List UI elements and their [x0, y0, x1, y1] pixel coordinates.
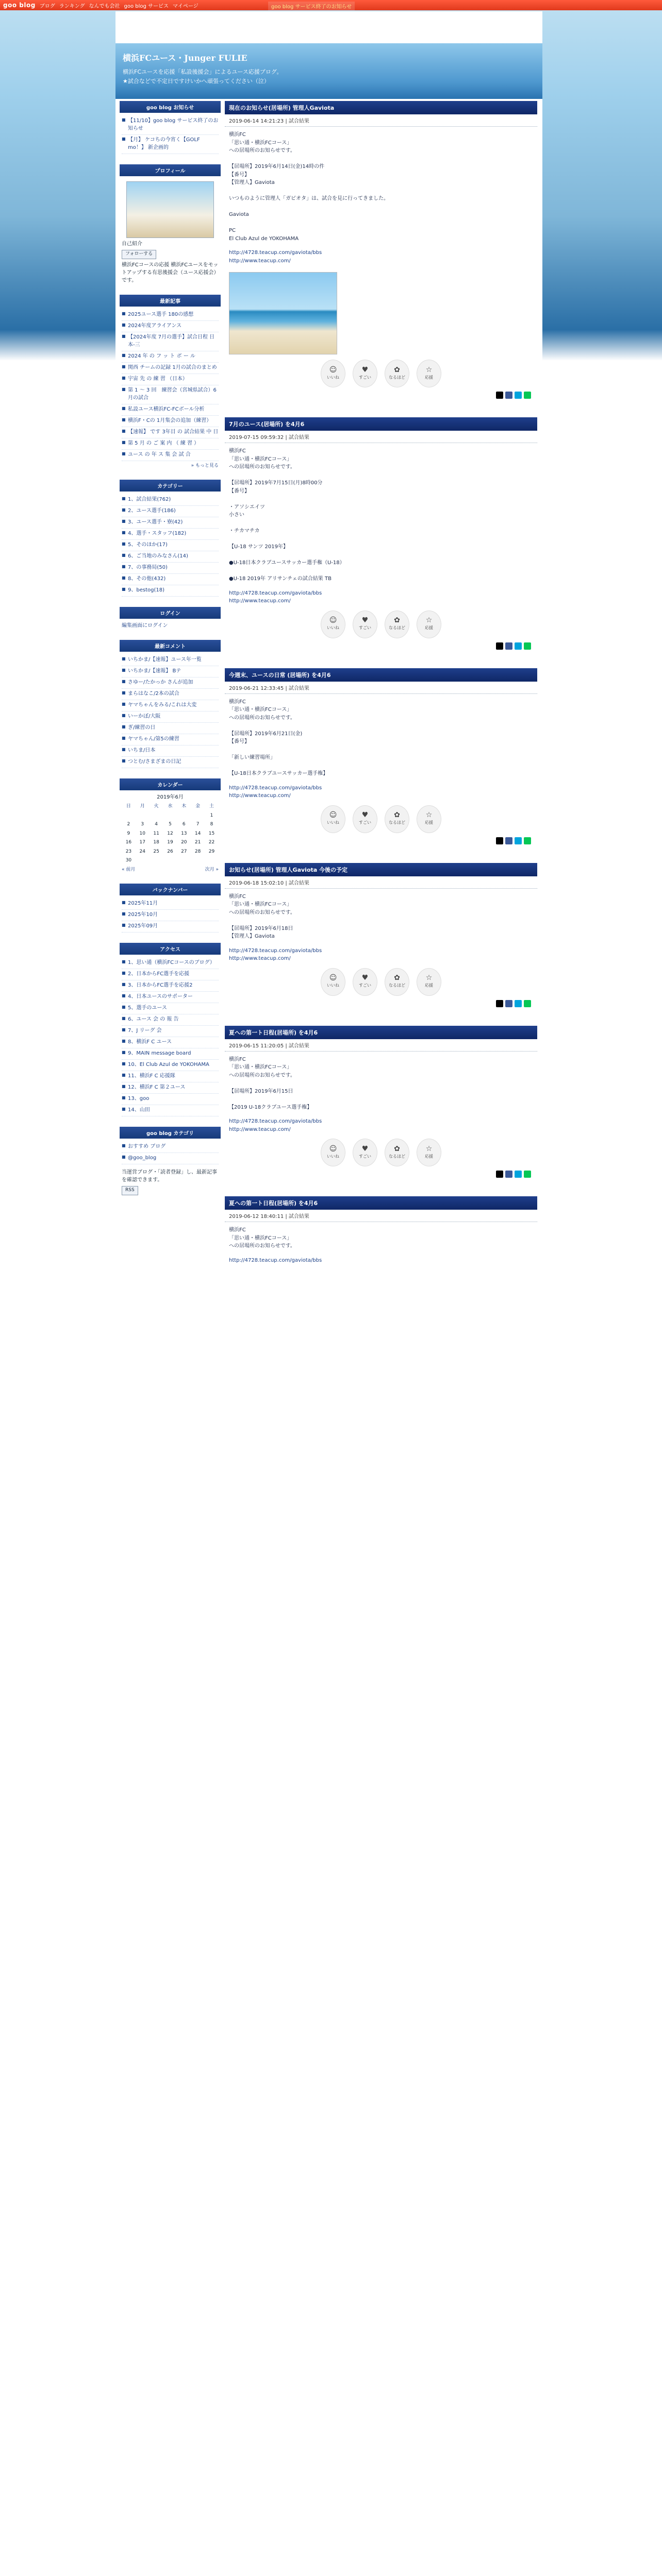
- calendar-day[interactable]: 2: [127, 822, 130, 827]
- calendar-table: [122, 802, 219, 866]
- ranking-item[interactable]: ■ 13、goo: [122, 1094, 219, 1105]
- category-item[interactable]: ■ 5、そのほか(17): [122, 540, 219, 551]
- flower-icon: ✿: [394, 811, 400, 820]
- comment-item[interactable]: ■ さゆー/たかっか さんが追加: [122, 677, 219, 689]
- ranking-item[interactable]: ■ 14、山田: [122, 1105, 219, 1116]
- calendar-day[interactable]: [205, 856, 219, 866]
- entry-date: 2019-06-12 18:40:11 | 試合結果: [225, 1210, 537, 1222]
- heart-icon: ♥: [361, 974, 369, 982]
- ranking-item[interactable]: ■ 12、横浜F C 第２ユース: [122, 1082, 219, 1094]
- goo-logo[interactable]: goo blog: [3, 2, 36, 9]
- follow-button[interactable]: フォローする: [122, 250, 156, 259]
- comment-item[interactable]: ■ いーかぼ/大阪: [122, 711, 219, 723]
- entry-title[interactable]: 夏への第一ト日程(居場所) を4月6: [225, 1196, 537, 1210]
- blog-header: [115, 43, 542, 99]
- calendar-weekday: 土: [209, 804, 214, 809]
- calendar-day[interactable]: [150, 811, 163, 821]
- category-item[interactable]: ■ 3、ユース選手・寮(42): [122, 517, 219, 529]
- login-box: [120, 607, 221, 633]
- share-buttons: [229, 1171, 531, 1178]
- smile-icon: ☺: [329, 1144, 337, 1153]
- calendar-day[interactable]: 21: [194, 840, 201, 845]
- calendar-day[interactable]: 9: [127, 831, 130, 836]
- calendar-prev[interactable]: « 前月: [122, 867, 136, 872]
- facebook-share-icon[interactable]: [505, 837, 512, 844]
- calendar-day[interactable]: 11: [153, 831, 159, 836]
- hatena-share-icon[interactable]: [515, 392, 522, 399]
- calendar-day[interactable]: [177, 856, 191, 866]
- blog-entry: [225, 1026, 537, 1178]
- calendar-weekday: 木: [181, 804, 187, 809]
- star-icon: ☆: [425, 811, 433, 820]
- calendar-day[interactable]: 19: [167, 840, 173, 845]
- facebook-share-icon[interactable]: [505, 1171, 512, 1178]
- reaction-button[interactable]: ♥ すごい: [353, 360, 377, 387]
- calendar-day[interactable]: [191, 811, 205, 821]
- entry-date: 2019-06-21 12:33:45 | 試合結果: [225, 682, 537, 694]
- recent-item[interactable]: ■ ユース の 年 ス 集 会 試 合: [122, 450, 219, 461]
- heart-icon: ♥: [361, 365, 369, 374]
- ranking-item[interactable]: ■ 8、横浜F C ユース: [122, 1037, 219, 1048]
- x-share-icon[interactable]: [496, 837, 503, 844]
- calendar-day[interactable]: [191, 856, 205, 866]
- comment-item[interactable]: ■ ぎ/練習の日: [122, 723, 219, 734]
- entry-body-text: 横浜FC 「思い通・横浜FCコース」 への居場所のお知らせです。 【居場所】2019年6月15日 【2019 U-18クラブユース選手権】: [229, 1056, 312, 1110]
- comment-item[interactable]: ■ いちかま/【速報】 Bテ: [122, 666, 219, 677]
- archive-item[interactable]: ■ 2025年10月: [122, 910, 219, 921]
- reaction-button[interactable]: ☺ いいね: [321, 360, 345, 387]
- heart-icon: ♥: [361, 811, 369, 820]
- recent-item[interactable]: ■ 宇宙 先 の 練 習 （日本）: [122, 374, 219, 385]
- ranking-item[interactable]: ■ 3、日本からFC選手を応援2: [122, 980, 219, 992]
- reaction-button[interactable]: ☆ 応援: [417, 360, 441, 387]
- sidebar-footer-text: 当運営ブログ・「読者登録」し、最新記事を確認できます。: [122, 1170, 217, 1183]
- calendar-day[interactable]: 27: [181, 849, 187, 854]
- service-end-notice[interactable]: goo blog サービス終了のお知らせ: [268, 2, 355, 10]
- ranking-box: [120, 943, 221, 1120]
- flower-icon: ✿: [394, 365, 400, 374]
- calendar-day[interactable]: [150, 856, 163, 866]
- ranking-item[interactable]: ■ 6、ユース 会 の 報 告: [122, 1014, 219, 1026]
- entry-body-text: 横浜FC 「思い通・横浜FCコース」 への居場所のお知らせです。 【居場所】2019年6月14日(金)14時の件 【番号】 【管理人】Gaviota いつものように管理人「ガビオタ」は、試合を見に行ってきました。 Gaviota PC El Club Azul de YOKOHAMA: [229, 132, 389, 242]
- facebook-share-icon[interactable]: [505, 642, 512, 650]
- calendar-day[interactable]: 13: [181, 831, 187, 836]
- entry-body-text: 横浜FC 「思い通・横浜FCコース」 への居場所のお知らせです。 【居場所】2019年7月15日(月)8時00分 【番号】 ・アソシエイツ 小さい ・チカマチカ 【U-18 サンツ 2019年】 ●U-18日本クラブユースサッカー選手権（U-18） ●U-18 2019年 アリサンチェの試合結果 TB: [229, 448, 345, 582]
- calendar-day[interactable]: 15: [208, 831, 215, 836]
- reaction-button[interactable]: ♥ すごい: [353, 611, 377, 638]
- calendar-day[interactable]: 30: [125, 858, 132, 863]
- blogtools-item[interactable]: ■ @goo_blog: [122, 1153, 219, 1164]
- reaction-buttons: [229, 1139, 533, 1166]
- category-item[interactable]: ■ 2、ユース選手(186): [122, 506, 219, 517]
- entry-link[interactable]: http://4728.teacup.com/gaviota/bbs: [229, 250, 322, 256]
- reaction-button[interactable]: ♥ すごい: [353, 968, 377, 996]
- ranking-box-title: アクセス: [120, 943, 221, 955]
- heart-icon: ♥: [361, 1144, 369, 1153]
- profile-name-label: 自己紹介: [122, 241, 142, 247]
- calendar-day[interactable]: 17: [139, 840, 145, 845]
- recent-item[interactable]: ■ 2024年度アライアンス: [122, 321, 219, 332]
- star-icon: ☆: [425, 1144, 433, 1153]
- calendar-weekday: 水: [168, 804, 173, 809]
- star-icon: ☆: [425, 365, 433, 374]
- calendar-day[interactable]: 29: [208, 849, 215, 854]
- reaction-button[interactable]: ♥ すごい: [353, 1139, 377, 1166]
- blog-title[interactable]: 横浜FCユース・Junger FULIE: [123, 53, 247, 63]
- entry-date: 2019-06-18 15:02:10 | 試合結果: [225, 876, 537, 889]
- line-share-icon[interactable]: [524, 392, 531, 399]
- archive-box: [120, 884, 221, 936]
- calendar-next[interactable]: 次月 »: [205, 867, 219, 872]
- calendar-day[interactable]: 7: [196, 822, 200, 827]
- topbar-link-service[interactable]: goo blog サービス: [124, 3, 169, 9]
- category-item[interactable]: ■ 1、試合結果(762): [122, 495, 219, 506]
- calendar-day[interactable]: 10: [139, 831, 145, 836]
- calendar-day[interactable]: 14: [194, 831, 201, 836]
- calendar-day[interactable]: 20: [181, 840, 187, 845]
- topbar-link-blog[interactable]: ブログ: [39, 3, 55, 9]
- reaction-button[interactable]: ☺ いいね: [321, 805, 345, 833]
- x-share-icon[interactable]: [496, 392, 503, 399]
- reaction-button[interactable]: ☺ いいね: [321, 1139, 345, 1166]
- hatena-share-icon[interactable]: [515, 837, 522, 844]
- share-buttons: [229, 392, 531, 399]
- facebook-share-icon[interactable]: [505, 1000, 512, 1007]
- entry-link[interactable]: http://www.teacup.com/: [229, 793, 291, 799]
- calendar-day[interactable]: 4: [155, 822, 158, 827]
- hatena-share-icon[interactable]: [515, 642, 522, 650]
- smile-icon: ☺: [329, 811, 337, 820]
- calendar-weekday: 金: [195, 804, 201, 809]
- flower-icon: ✿: [394, 616, 400, 625]
- calendar-day[interactable]: 3: [141, 822, 144, 827]
- category-item[interactable]: ■ 6、ご当地のみなさん(14): [122, 551, 219, 563]
- entry-title[interactable]: お知らせ(居場所) 管理人Gaviota 今後の予定: [225, 863, 537, 876]
- calendar-day[interactable]: 6: [182, 822, 186, 827]
- reaction-buttons: [229, 968, 533, 996]
- reaction-button[interactable]: ☆ 応援: [417, 611, 441, 638]
- comments-box-title: 最新コメント: [120, 640, 221, 652]
- entry-link[interactable]: http://4728.teacup.com/gaviota/bbs: [229, 1118, 322, 1124]
- blog-entry: [225, 668, 537, 844]
- reaction-button[interactable]: ☆ 応援: [417, 968, 441, 996]
- entry-title[interactable]: 7月のユース(居場所) を4月6: [225, 417, 537, 431]
- x-share-icon[interactable]: [496, 1171, 503, 1178]
- blog-entry: [225, 1196, 537, 1264]
- calendar-weekday: 月: [140, 804, 145, 809]
- ranking-item[interactable]: ■ 4、日本ユースのサポーター: [122, 992, 219, 1003]
- comment-item[interactable]: ■ まらはなこ/2本の試合: [122, 689, 219, 700]
- entry-date: 2019-06-14 14:21:23 | 試合結果: [225, 114, 537, 127]
- info-item[interactable]: ■ 【11/10】goo blog サービス終了のお知らせ: [122, 116, 219, 135]
- calendar-day[interactable]: 24: [139, 849, 145, 854]
- archive-item[interactable]: ■ 2025年11月: [122, 899, 219, 910]
- calendar-day[interactable]: 25: [153, 849, 159, 854]
- line-share-icon[interactable]: [524, 1171, 531, 1178]
- beach-photo: [229, 272, 337, 354]
- archive-item[interactable]: ■ 2025年09月: [122, 921, 219, 933]
- calendar-weekday: 日: [126, 804, 131, 809]
- blog-entry: [225, 417, 537, 650]
- reaction-button[interactable]: ☺ いいね: [321, 968, 345, 996]
- entry-link[interactable]: http://4728.teacup.com/gaviota/bbs: [229, 590, 322, 596]
- x-share-icon[interactable]: [496, 642, 503, 650]
- calendar-box: [120, 778, 221, 876]
- ranking-item[interactable]: ■ 2、日本からFC選手を応援: [122, 969, 219, 980]
- calendar-weekday: 火: [154, 804, 159, 809]
- calendar-day[interactable]: 28: [194, 849, 201, 854]
- recent-item[interactable]: ■ 関西 チームの記録 1月の試合のまとめ: [122, 363, 219, 374]
- calendar-day[interactable]: 22: [208, 840, 215, 845]
- smile-icon: ☺: [329, 974, 337, 982]
- reaction-buttons: [229, 611, 533, 638]
- share-buttons: [229, 1000, 531, 1007]
- calendar-box-title: カレンダー: [120, 778, 221, 790]
- category-item[interactable]: ■ 8、その他(432): [122, 574, 219, 585]
- reaction-button[interactable]: ✿ なるほど: [385, 611, 409, 638]
- blogtools-item[interactable]: ■ おすすめ ブログ: [122, 1142, 219, 1153]
- reaction-buttons: [229, 805, 533, 833]
- recent-item[interactable]: ■ 横浜F・Cの 1月集会の追加（練習）: [122, 416, 219, 427]
- entry-body-text: 横浜FC 「思い通・横浜FCコース」 への居場所のお知らせです。 【居場所】2019年6月18日 【管理人】Gaviota: [229, 893, 295, 939]
- entry-title[interactable]: 現在のお知らせ(居場所) 管理人Gaviota: [225, 101, 537, 114]
- profile-box-title: プロフィール: [120, 164, 221, 176]
- category-box-title: カテゴリー: [120, 480, 221, 492]
- ranking-item[interactable]: ■ 1、思い通（横浜FCコースのブログ）: [122, 958, 219, 969]
- ranking-item[interactable]: ■ 7、J リーグ 会: [122, 1026, 219, 1037]
- flower-icon: ✿: [394, 1144, 400, 1153]
- star-icon: ☆: [425, 616, 433, 625]
- entry-title[interactable]: 今週末、ユースの日常 (居場所) を4月6: [225, 668, 537, 682]
- archive-box-title: バックナンバー: [120, 884, 221, 895]
- sidebar: [120, 101, 221, 1206]
- topbar-link-mypage[interactable]: マイページ: [173, 3, 198, 9]
- entry-date: 2019-06-15 11:20:05 | 試合結果: [225, 1039, 537, 1052]
- comment-item[interactable]: ■ ヤマちゃん/第5の練習: [122, 734, 219, 745]
- calendar-day[interactable]: 5: [169, 822, 172, 827]
- ranking-item[interactable]: ■ 10、El Club Azul de YOKOHAMA: [122, 1060, 219, 1071]
- ranking-item[interactable]: ■ 9、MAIN message board: [122, 1048, 219, 1060]
- category-item[interactable]: ■ 4、選手・スタッフ(182): [122, 529, 219, 540]
- blogtools-box: [120, 1127, 221, 1198]
- recent-more-link[interactable]: » もっと見る: [191, 463, 219, 468]
- category-item[interactable]: ■ 9、bestog(18): [122, 585, 219, 597]
- calendar-day[interactable]: [177, 811, 191, 821]
- comments-box: [120, 640, 221, 771]
- recent-item[interactable]: ■ 2024 年 の フ ッ ト ボ ー ル: [122, 351, 219, 363]
- entry-body-text: 横浜FC 「思い通・横浜FCコース」 への居場所のお知らせです。: [229, 1227, 295, 1249]
- recent-box-title: 最新記事: [120, 295, 221, 307]
- calendar-day[interactable]: [136, 811, 150, 821]
- reaction-button[interactable]: ♥ すごい: [353, 805, 377, 833]
- entry-link[interactable]: http://www.teacup.com/: [229, 956, 291, 961]
- x-share-icon[interactable]: [496, 1000, 503, 1007]
- share-buttons: [229, 642, 531, 650]
- reaction-button[interactable]: ☺ いいね: [321, 611, 345, 638]
- star-icon: ☆: [425, 974, 433, 982]
- recent-item[interactable]: ■ 第 5 月 の ご 案 内 （ 練 習 ）: [122, 438, 219, 450]
- entry-link[interactable]: http://www.teacup.com/: [229, 1126, 291, 1132]
- facebook-share-icon[interactable]: [505, 392, 512, 399]
- calendar-day[interactable]: [122, 811, 136, 821]
- entry-link[interactable]: http://www.teacup.com/: [229, 598, 291, 604]
- reaction-button[interactable]: ☆ 応援: [417, 805, 441, 833]
- recent-item[interactable]: ■ 第 1 ～ 3 回 練習会（宮城県試合）6月の試合: [122, 385, 219, 404]
- calendar-day[interactable]: 12: [167, 831, 173, 836]
- profile-image: [126, 181, 214, 238]
- hatena-share-icon[interactable]: [515, 1000, 522, 1007]
- reaction-button[interactable]: ☆ 応援: [417, 1139, 441, 1166]
- hatena-share-icon[interactable]: [515, 1171, 522, 1178]
- comment-item[interactable]: ■ いちま/日本: [122, 745, 219, 757]
- reaction-buttons: [229, 360, 533, 387]
- calendar-day[interactable]: 16: [125, 840, 132, 845]
- calendar-day[interactable]: 1: [210, 812, 213, 818]
- comment-item[interactable]: ■ いちかま/【速報】ユース年一覧: [122, 655, 219, 666]
- profile-text: 横浜FCコースの応援 横浜FCユースをモットアップする有思後援会（ユース応援会）です。: [122, 262, 219, 283]
- login-box-title: ログイン: [120, 607, 221, 619]
- blog-entry: [225, 863, 537, 1007]
- topbar-link-company[interactable]: なんでも会社: [89, 3, 120, 9]
- recent-item[interactable]: ■ 私設ユース横浜FC-FCボール分析: [122, 404, 219, 416]
- calendar-day[interactable]: 8: [210, 822, 213, 827]
- entry-link[interactable]: http://4728.teacup.com/gaviota/bbs: [229, 1257, 322, 1263]
- login-link[interactable]: 編集画面にログイン: [122, 623, 168, 629]
- calendar-day[interactable]: 18: [153, 840, 159, 845]
- flower-icon: ✿: [394, 974, 400, 982]
- share-buttons: [229, 837, 531, 844]
- blog-description: 横浜FCユースを応援「私設後援会」によるユース応援ブログ。 ★試合などで不定日ですけいかへ頑張ってください（泣）: [123, 69, 283, 84]
- reaction-button[interactable]: ✿ なるほど: [385, 805, 409, 833]
- calendar-day[interactable]: [163, 856, 177, 866]
- line-share-icon[interactable]: [524, 837, 531, 844]
- reaction-button[interactable]: ✿ なるほど: [385, 968, 409, 996]
- entry-date: 2019-07-15 09:59:32 | 試合結果: [225, 431, 537, 443]
- comment-item[interactable]: ■ ヤマちゃんをみる/これは大変: [122, 700, 219, 711]
- recent-item[interactable]: ■ 【2024年度 7月の選手】試合日程 日本-三: [122, 332, 219, 351]
- recent-box: [120, 295, 221, 473]
- main-content: [225, 101, 537, 1283]
- info-item[interactable]: ■ 【月】 ケコちの今宵く【GOLF mo！】 新企画的: [122, 135, 219, 154]
- category-box: [120, 480, 221, 600]
- calendar-day[interactable]: [136, 856, 150, 866]
- line-share-icon[interactable]: [524, 1000, 531, 1007]
- ranking-item[interactable]: ■ 11、横浜F C 応援隊: [122, 1071, 219, 1082]
- topbar-link-ranking[interactable]: ランキング: [59, 3, 85, 9]
- goo-topbar: [0, 0, 662, 10]
- category-item[interactable]: ■ 7、の事務局(50): [122, 563, 219, 574]
- entry-link[interactable]: http://4728.teacup.com/gaviota/bbs: [229, 785, 322, 791]
- recent-item[interactable]: ■ 2025ユース選手 180の感想: [122, 310, 219, 321]
- info-box: [120, 101, 221, 157]
- blog-entry: [225, 101, 537, 399]
- calendar-day[interactable]: [163, 811, 177, 821]
- calendar-month: 2019年6月: [157, 794, 184, 800]
- profile-box: [120, 164, 221, 287]
- entry-link[interactable]: http://4728.teacup.com/gaviota/bbs: [229, 947, 322, 954]
- ranking-item[interactable]: ■ 5、選手のユース: [122, 1003, 219, 1014]
- info-box-title: goo blog お知らせ: [120, 101, 221, 113]
- rss-button[interactable]: RSS: [122, 1186, 138, 1195]
- heart-icon: ♥: [361, 616, 369, 625]
- smile-icon: ☺: [329, 365, 337, 374]
- reaction-button[interactable]: ✿ なるほど: [385, 360, 409, 387]
- line-share-icon[interactable]: [524, 642, 531, 650]
- reaction-button[interactable]: ✿ なるほど: [385, 1139, 409, 1166]
- recent-item[interactable]: ■ 【速報】 です 3年目 の 試合結果 中 日: [122, 427, 219, 438]
- entry-body-text: 横浜FC 「思い通・横浜FCコース」 への居場所のお知らせです。 【居場所】2019年6月21日(金) 【番号】 「新しい練習場所」 【U-18日本クラブユースサッカー選手権】: [229, 699, 328, 776]
- entry-title[interactable]: 夏への第一ト日程(居場所) を4月6: [225, 1026, 537, 1039]
- comment-item[interactable]: ■ つとむ/さまざまの日記: [122, 757, 219, 768]
- calendar-day[interactable]: 23: [125, 849, 132, 854]
- entry-link[interactable]: http://www.teacup.com/: [229, 258, 291, 264]
- blogtools-box-title: goo blog カテゴリ: [120, 1127, 221, 1139]
- smile-icon: ☺: [329, 616, 337, 625]
- calendar-day[interactable]: 26: [167, 849, 173, 854]
